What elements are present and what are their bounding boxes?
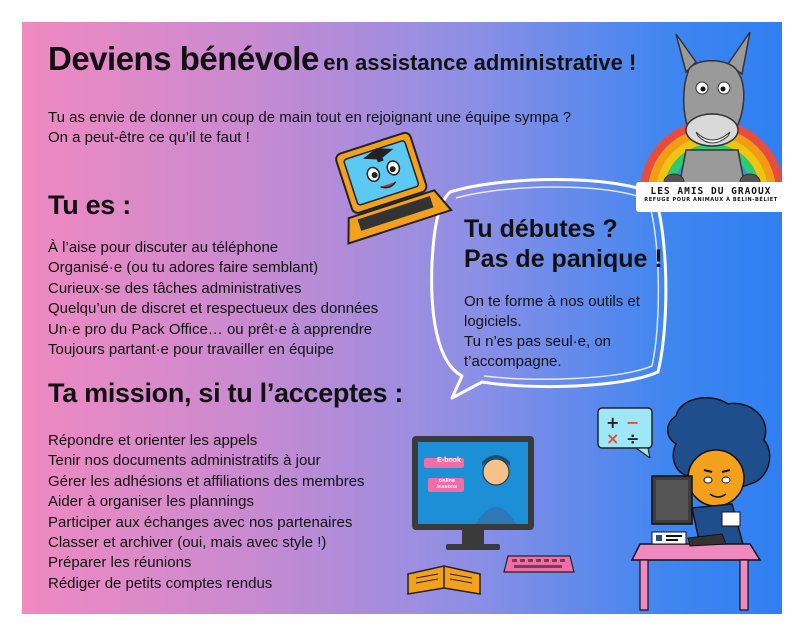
svg-text:÷: ÷: [626, 429, 640, 448]
list-item: Gérer les adhésions et affiliations des membres: [48, 472, 365, 490]
list-item: Aider à organiser les plannings: [48, 493, 254, 511]
bubble-text-line: logiciels.: [464, 313, 522, 330]
svg-text:+: +: [606, 413, 620, 432]
list-item: À l’aise pour discuter au téléphone: [48, 239, 279, 256]
bubble-text-line: t’accompagne.: [464, 353, 562, 370]
intro-line: On a peut-être ce qu’il te faut !: [48, 129, 250, 146]
intro-text: [48, 108, 571, 148]
ebook-label: E-book: [437, 457, 461, 464]
title-suffix: en assistance administrative !: [323, 50, 637, 75]
bubble-title: [464, 214, 663, 274]
bubble-title-line: Tu débutes ?: [464, 215, 618, 243]
list-item: Participer aux échanges avec nos partenaires: [48, 513, 353, 531]
mission-heading: Ta mission, si tu l’acceptes :: [48, 378, 404, 408]
monitor-illustration: [410, 432, 538, 562]
profile-list: [48, 238, 378, 360]
mission-list: [48, 431, 365, 594]
bubble-text-line: Tu n’es pas seul·e, on: [464, 333, 612, 350]
bubble-text-line: On te forme à nos outils et: [464, 293, 640, 310]
page-title: [48, 40, 636, 78]
book-and-keyboard-illustration: [404, 550, 604, 606]
bubble-text: [464, 292, 640, 372]
title-main: Deviens bénévole: [48, 40, 319, 77]
list-item: Préparer les réunions: [48, 554, 192, 572]
list-item: Curieux·se des tâches administratives: [48, 279, 302, 297]
laptop-illustration: [330, 130, 455, 248]
list-item: Quelqu’un de discret et respectueux des données: [48, 300, 379, 318]
volunteer-poster: [22, 22, 782, 614]
list-item: Un·e pro du Pack Office… ou prêt·e à apprendre: [48, 320, 373, 338]
intro-line: Tu as envie de donner un coup de main tout en rejoignant une équipe sympa ?: [48, 109, 572, 126]
list-item: Toujours partant·e pour travailler en équipe: [48, 341, 335, 359]
list-item: Organisé·e (ou tu adores faire semblant): [48, 259, 319, 277]
kid-at-computer-illustration: [612, 396, 782, 614]
online-lessons-label: online lessons: [436, 478, 458, 490]
list-item: Rédiger de petits comptes rendus: [48, 574, 273, 592]
profile-heading: Tu es :: [48, 190, 131, 220]
logo-name: LES AMIS DU GRAOUX: [650, 186, 772, 197]
svg-text:−: −: [626, 413, 640, 432]
svg-text:×: ×: [606, 429, 620, 448]
logo-tagline: REFUGE POUR ANIMAUX À BELIN-BÉLIET: [644, 197, 778, 203]
list-item: Tenir nos documents administratifs à jour: [48, 452, 321, 470]
bubble-title-line: Pas de panique !: [464, 245, 663, 273]
logo-badge: [636, 182, 782, 212]
list-item: Répondre et orienter les appels: [48, 432, 258, 449]
list-item: Classer et archiver (oui, mais avec style !): [48, 534, 327, 552]
